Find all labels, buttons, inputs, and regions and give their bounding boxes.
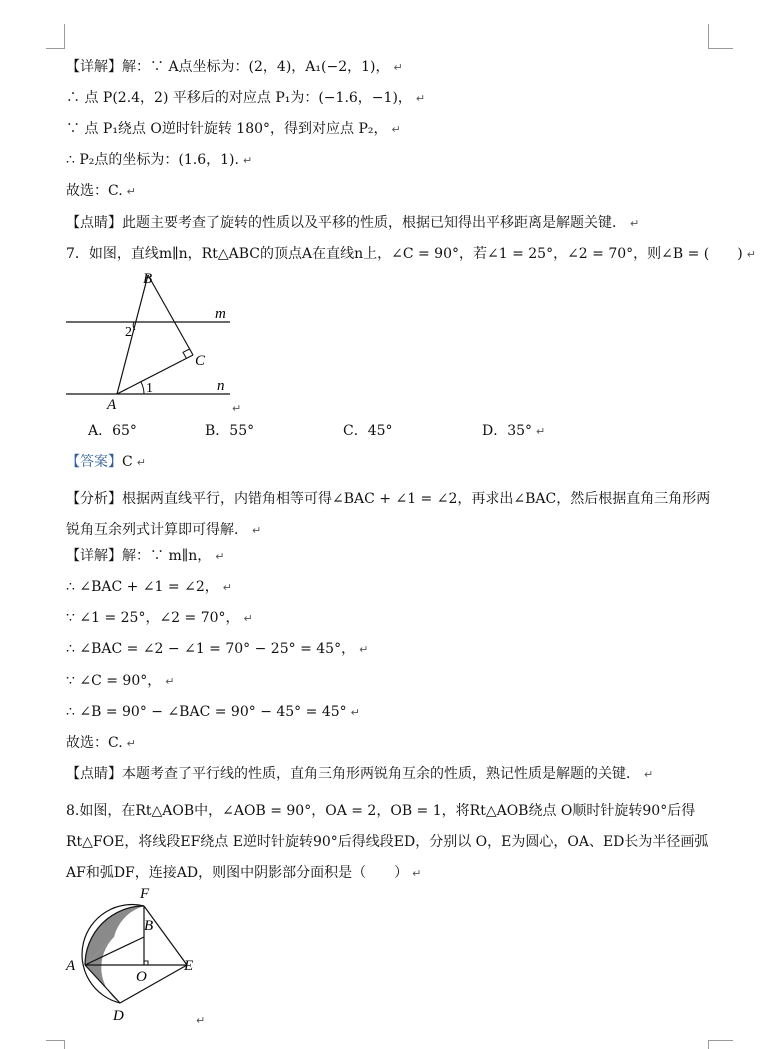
text-line: ∴ 点 P(2.4，2) 平移后的对应点 P₁为：(−1.6，−1)， ↵	[66, 90, 426, 106]
answer-tag: 【答案】	[66, 454, 122, 470]
paragraph-mark: ↵	[222, 581, 232, 594]
text-line: ∴ P₂点的坐标为：(1.6，1). ↵	[66, 152, 253, 168]
side-bc	[148, 275, 193, 355]
text-line: ∴ ∠BAC + ∠1 = ∠2， ↵	[66, 579, 232, 595]
figure-rotation-arcs	[60, 882, 220, 1027]
paragraph-mark: ↵	[252, 524, 262, 537]
option-a: A．65°	[88, 423, 137, 439]
label-c: C	[195, 353, 206, 369]
angle-1-arc	[141, 382, 144, 394]
paragraph-mark: ↵	[391, 123, 401, 136]
question-7: 7．如图，直线m∥n，Rt△ABC的顶点A在直线n上，∠C = 90°，若∠1 = 25°，∠2 = 70°，则∠B = ( ) ↵	[66, 246, 756, 262]
text-line: ∴ ∠BAC = ∠2 − ∠1 = 70° − 25° = 45°， ↵	[66, 641, 369, 657]
paragraph-mark: ↵	[350, 706, 360, 719]
label-a: A	[107, 397, 117, 413]
text-line: 【详解】解：∵ m∥n， ↵	[66, 548, 225, 564]
segment-ad	[85, 965, 120, 1003]
answer-line	[66, 453, 146, 472]
paragraph-mark: ↵	[196, 1014, 206, 1027]
segment-ed	[120, 965, 187, 1003]
label-a: A	[66, 958, 76, 974]
paragraph-mark: ↵	[393, 61, 403, 74]
figure-parallel-lines	[60, 265, 250, 415]
label-m: m	[215, 306, 226, 322]
option-d: D．35° ↵	[482, 423, 546, 439]
paragraph-mark: ↵	[165, 675, 175, 688]
text-line: 【详解】解：∵ A点坐标为：(2，4)，A₁(−2，1)， ↵	[66, 59, 403, 75]
text-line: 故选：C. ↵	[66, 183, 136, 199]
page-corner-mark	[708, 24, 733, 49]
paragraph-mark: ↵	[536, 425, 546, 438]
text-line: ∵ 点 P₁绕点 O逆时针旋转 180°，得到对应点 P₂， ↵	[66, 121, 401, 137]
segment-fe	[144, 906, 187, 965]
answer-value: C	[122, 454, 133, 470]
text-line: 【点睛】本题考查了平行线的性质，直角三角形两锐角互余的性质，熟记性质是解题的关键． ↵	[66, 766, 654, 782]
text-line: 【点睛】此题主要考查了旋转的性质以及平移的性质，根据已知得出平移距离是解题关键． ↵	[66, 215, 640, 231]
side-ac	[117, 355, 193, 394]
label-f: F	[140, 886, 150, 902]
question-8: 8.如图，在Rt△AOB中，∠AOB = 90°，OA = 2，OB = 1，将Rt△AOB绕点 O顺时针旋转90°后得Rt△FOE，将线段EF绕点 E逆时针旋转90°后得线段ED，分别以 O，E为圆心，OA、ED长为半径画弧AF和弧DF，连接AD，则图中阴影部分面积是（ ） ↵	[66, 803, 709, 881]
text-line: ∵ ∠1 = 25°，∠2 = 70°， ↵	[66, 610, 253, 626]
paragraph-mark: ↵	[412, 867, 422, 880]
label-angle-1: 1	[146, 381, 153, 396]
side-ab	[117, 275, 148, 394]
paragraph-mark: ↵	[415, 92, 426, 105]
paragraph-mark: ↵	[644, 768, 654, 781]
paragraph-mark: ↵	[232, 402, 242, 415]
label-e: E	[184, 958, 194, 974]
paragraph-mark: ↵	[242, 154, 253, 167]
paragraph-mark: ↵	[243, 612, 253, 625]
label-angle-2: 2	[125, 325, 132, 340]
page-corner-mark	[46, 1040, 65, 1049]
shaded-region-upper	[85, 906, 144, 965]
paragraph-mark: ↵	[630, 217, 640, 230]
paragraph-mark: ↵	[136, 456, 146, 469]
analysis-paragraph: 【分析】根据两直线平行，内错角相等可得∠BAC + ∠1 = ∠2，再求出∠BAC，然后根据直角三角形两锐角互余列式计算即可得解． ↵	[66, 491, 711, 538]
option-b: B．55°	[205, 423, 255, 439]
paragraph-mark: ↵	[359, 643, 369, 656]
paragraph-mark: ↵	[126, 737, 136, 750]
label-d: D	[113, 1008, 124, 1024]
page-corner-mark	[46, 24, 65, 49]
label-b: B	[144, 918, 154, 934]
label-n: n	[217, 378, 225, 394]
paragraph-mark: ↵	[215, 550, 225, 563]
paragraph-mark: ↵	[746, 248, 756, 261]
paragraph-mark: ↵	[126, 185, 136, 198]
option-c: C．45°	[343, 423, 393, 439]
text-line: ∵ ∠C = 90°， ↵	[66, 673, 175, 689]
text-line: 故选：C. ↵	[66, 735, 136, 751]
label-b: B	[143, 271, 153, 287]
text-line: ∴ ∠B = 90° − ∠BAC = 90° − 45° = 45° ↵	[66, 704, 360, 720]
label-o: O	[136, 969, 147, 985]
page-corner-mark	[708, 1040, 733, 1049]
